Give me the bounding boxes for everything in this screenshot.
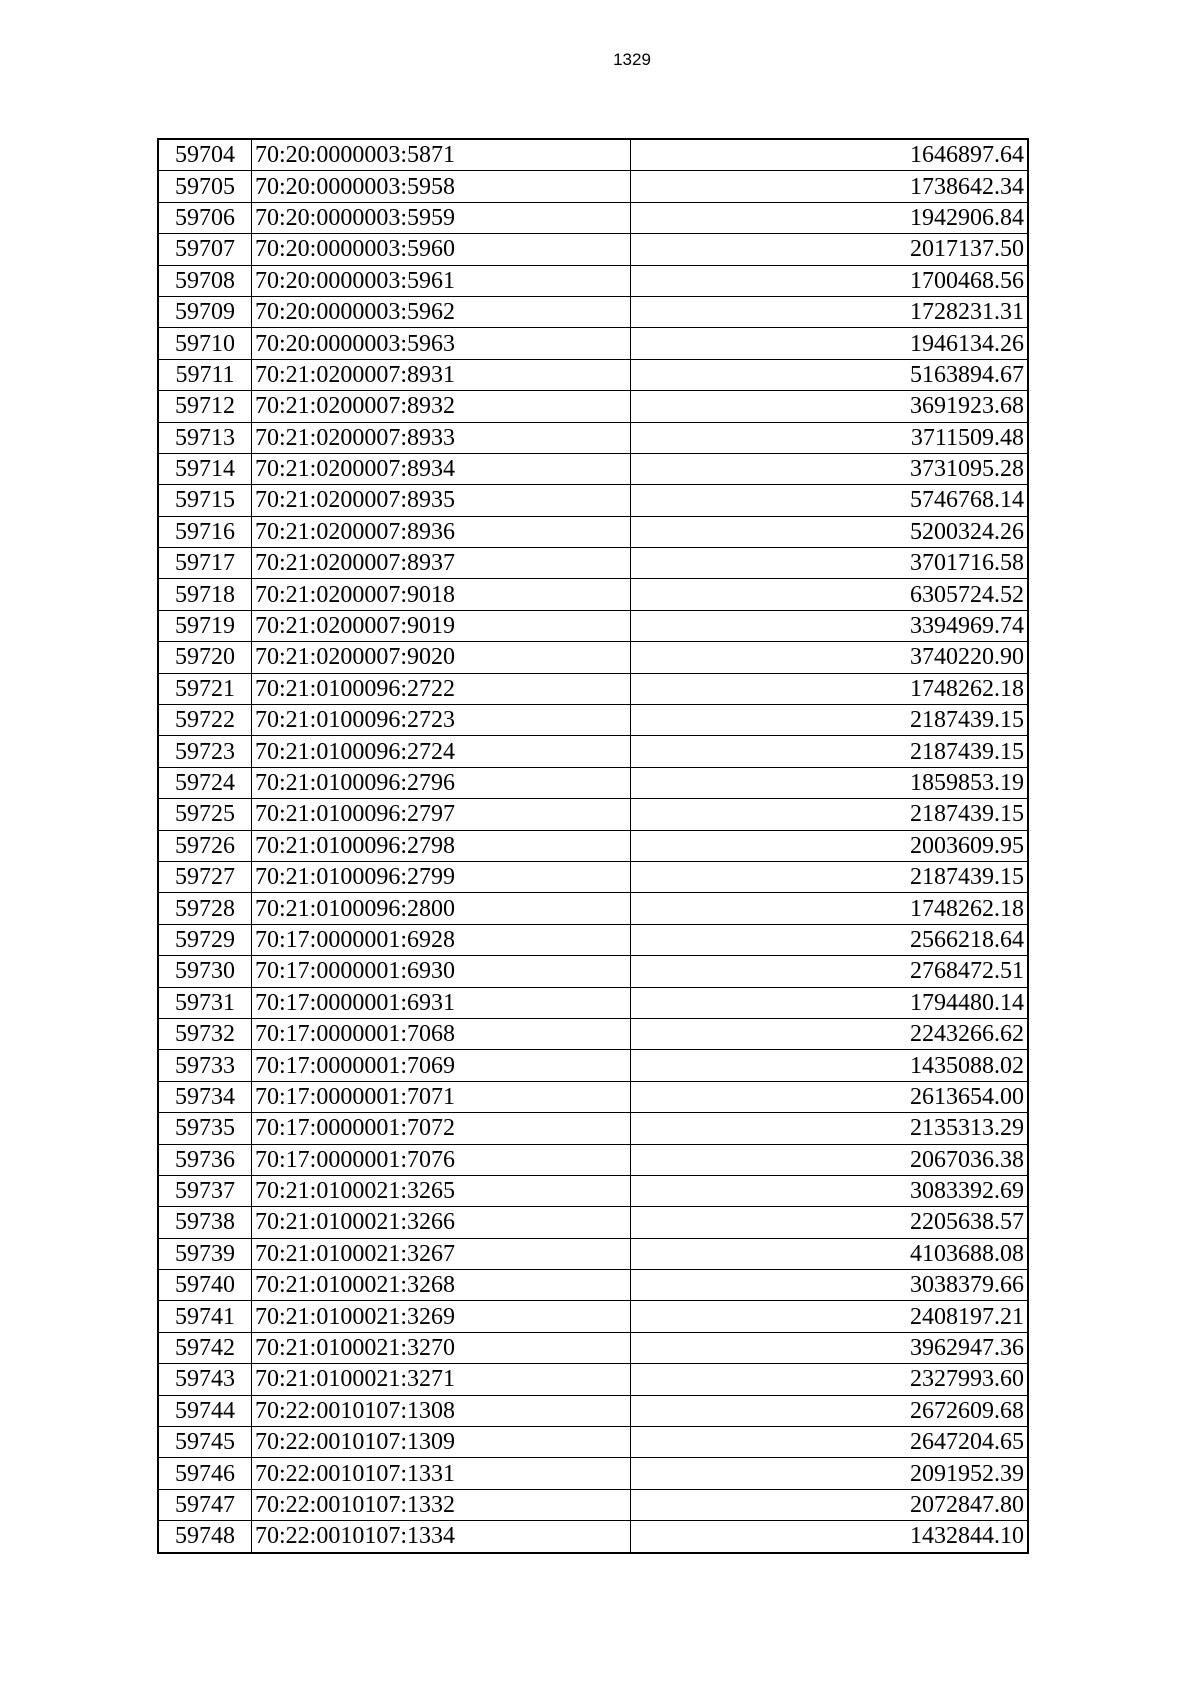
row-number-cell: 59739 — [158, 1238, 252, 1269]
row-number-cell: 59737 — [158, 1175, 252, 1206]
cadastral-number-cell: 70:21:0100096:2799 — [252, 861, 631, 892]
row-number-cell: 59710 — [158, 328, 252, 359]
cadastral-value-cell: 3038379.66 — [631, 1270, 1029, 1301]
cadastral-number-cell: 70:21:0200007:8935 — [252, 485, 631, 516]
table-row — [158, 893, 1028, 924]
cadastral-number-cell: 70:20:0000003:5963 — [252, 328, 631, 359]
cadastral-value-cell: 1748262.18 — [631, 893, 1029, 924]
cadastral-value-cell: 2017137.50 — [631, 234, 1029, 265]
row-number-cell: 59725 — [158, 799, 252, 830]
cadastral-number-cell: 70:17:0000001:7072 — [252, 1113, 631, 1144]
cadastral-value-cell: 2067036.38 — [631, 1144, 1029, 1175]
row-number-cell: 59744 — [158, 1395, 252, 1426]
table-row — [158, 1427, 1028, 1458]
cadastral-number-cell: 70:21:0100096:2796 — [252, 767, 631, 798]
table-row — [158, 1301, 1028, 1332]
row-number-cell: 59727 — [158, 861, 252, 892]
table-row — [158, 705, 1028, 736]
table-row — [158, 139, 1028, 171]
cadastral-value-cell: 3394969.74 — [631, 610, 1029, 641]
row-number-cell: 59746 — [158, 1458, 252, 1489]
row-number-cell: 59741 — [158, 1301, 252, 1332]
row-number-cell: 59705 — [158, 171, 252, 202]
table-row — [158, 359, 1028, 390]
cadastral-number-cell: 70:20:0000003:5960 — [252, 234, 631, 265]
cadastral-value-cell: 3740220.90 — [631, 642, 1029, 673]
cadastral-value-cell: 3962947.36 — [631, 1332, 1029, 1363]
table-row — [158, 1175, 1028, 1206]
cadastral-value-cell: 1728231.31 — [631, 296, 1029, 327]
cadastral-value-cell: 2187439.15 — [631, 799, 1029, 830]
cadastral-value-cell: 2135313.29 — [631, 1113, 1029, 1144]
row-number-cell: 59735 — [158, 1113, 252, 1144]
row-number-cell: 59723 — [158, 736, 252, 767]
row-number-cell: 59720 — [158, 642, 252, 673]
table-row — [158, 767, 1028, 798]
cadastral-number-cell: 70:21:0200007:8933 — [252, 422, 631, 453]
row-number-cell: 59706 — [158, 202, 252, 233]
cadastral-value-cell: 2672609.68 — [631, 1395, 1029, 1426]
table-row — [158, 391, 1028, 422]
cadastral-value-cell: 2187439.15 — [631, 705, 1029, 736]
cadastral-value-cell: 2408197.21 — [631, 1301, 1029, 1332]
cadastral-value-cell: 6305724.52 — [631, 579, 1029, 610]
table-row — [158, 1521, 1028, 1553]
cadastral-value-cell: 2768472.51 — [631, 956, 1029, 987]
cadastral-number-cell: 70:21:0200007:9020 — [252, 642, 631, 673]
cadastral-number-cell: 70:21:0100021:3271 — [252, 1364, 631, 1395]
cadastral-number-cell: 70:17:0000001:7068 — [252, 1018, 631, 1049]
cadastral-value-cell: 2187439.15 — [631, 736, 1029, 767]
cadastral-value-cell: 1946134.26 — [631, 328, 1029, 359]
table-row — [158, 1238, 1028, 1269]
cadastral-value-cell: 3701716.58 — [631, 548, 1029, 579]
table-row — [158, 453, 1028, 484]
cadastral-value-cell: 3731095.28 — [631, 453, 1029, 484]
cadastral-number-cell: 70:22:0010107:1334 — [252, 1521, 631, 1553]
table-row — [158, 1018, 1028, 1049]
cadastral-number-cell: 70:21:0200007:8937 — [252, 548, 631, 579]
cadastral-number-cell: 70:22:0010107:1332 — [252, 1489, 631, 1520]
cadastral-number-cell: 70:21:0200007:8932 — [252, 391, 631, 422]
table-row — [158, 924, 1028, 955]
cadastral-value-cell: 2566218.64 — [631, 924, 1029, 955]
cadastral-value-cell: 2091952.39 — [631, 1458, 1029, 1489]
table-row — [158, 1458, 1028, 1489]
cadastral-number-cell: 70:21:0100096:2724 — [252, 736, 631, 767]
row-number-cell: 59734 — [158, 1081, 252, 1112]
table-row — [158, 1050, 1028, 1081]
table-body — [158, 139, 1028, 1553]
cadastral-value-cell: 2187439.15 — [631, 861, 1029, 892]
cadastral-value-cell: 3083392.69 — [631, 1175, 1029, 1206]
row-number-cell: 59726 — [158, 830, 252, 861]
row-number-cell: 59732 — [158, 1018, 252, 1049]
cadastral-value-cell: 5746768.14 — [631, 485, 1029, 516]
cadastral-number-cell: 70:22:0010107:1309 — [252, 1427, 631, 1458]
table-row — [158, 1332, 1028, 1363]
cadastral-value-cell: 2647204.65 — [631, 1427, 1029, 1458]
table-row — [158, 1144, 1028, 1175]
row-number-cell: 59708 — [158, 265, 252, 296]
cadastral-number-cell: 70:21:0200007:9019 — [252, 610, 631, 641]
cadastral-number-cell: 70:21:0100021:3270 — [252, 1332, 631, 1363]
table-row — [158, 1270, 1028, 1301]
cadastral-value-cell: 2205638.57 — [631, 1207, 1029, 1238]
cadastral-number-cell: 70:21:0200007:8936 — [252, 516, 631, 547]
cadastral-number-cell: 70:21:0100096:2798 — [252, 830, 631, 861]
cadastral-number-cell: 70:20:0000003:5871 — [252, 139, 631, 171]
cadastral-value-cell: 1748262.18 — [631, 673, 1029, 704]
row-number-cell: 59718 — [158, 579, 252, 610]
row-number-cell: 59707 — [158, 234, 252, 265]
table-row — [158, 610, 1028, 641]
row-number-cell: 59742 — [158, 1332, 252, 1363]
cadastral-number-cell: 70:21:0100021:3268 — [252, 1270, 631, 1301]
cadastral-number-cell: 70:21:0200007:9018 — [252, 579, 631, 610]
row-number-cell: 59747 — [158, 1489, 252, 1520]
cadastral-value-cell: 1738642.34 — [631, 171, 1029, 202]
page-number: 1329 — [613, 50, 651, 69]
row-number-cell: 59729 — [158, 924, 252, 955]
table-row — [158, 422, 1028, 453]
row-number-cell: 59730 — [158, 956, 252, 987]
table-row — [158, 548, 1028, 579]
cadastral-number-cell: 70:21:0100021:3267 — [252, 1238, 631, 1269]
table-row — [158, 799, 1028, 830]
cadastral-number-cell: 70:17:0000001:7076 — [252, 1144, 631, 1175]
table-row — [158, 956, 1028, 987]
table-row — [158, 485, 1028, 516]
row-number-cell: 59719 — [158, 610, 252, 641]
cadastral-value-cell: 5163894.67 — [631, 359, 1029, 390]
row-number-cell: 59721 — [158, 673, 252, 704]
cadastral-number-cell: 70:21:0100096:2800 — [252, 893, 631, 924]
cadastral-number-cell: 70:21:0100021:3269 — [252, 1301, 631, 1332]
row-number-cell: 59716 — [158, 516, 252, 547]
cadastral-number-cell: 70:21:0100096:2723 — [252, 705, 631, 736]
cadastral-value-cell: 2072847.80 — [631, 1489, 1029, 1520]
row-number-cell: 59717 — [158, 548, 252, 579]
cadastral-value-cell: 1859853.19 — [631, 767, 1029, 798]
row-number-cell: 59745 — [158, 1427, 252, 1458]
row-number-cell: 59728 — [158, 893, 252, 924]
cadastral-value-cell: 1646897.64 — [631, 139, 1029, 171]
cadastral-value-cell: 2003609.95 — [631, 830, 1029, 861]
cadastral-value-cell: 2243266.62 — [631, 1018, 1029, 1049]
cadastral-number-cell: 70:21:0100021:3265 — [252, 1175, 631, 1206]
cadastral-number-cell: 70:21:0100096:2797 — [252, 799, 631, 830]
row-number-cell: 59733 — [158, 1050, 252, 1081]
cadastral-number-cell: 70:17:0000001:6928 — [252, 924, 631, 955]
row-number-cell: 59709 — [158, 296, 252, 327]
cadastral-number-cell: 70:17:0000001:7071 — [252, 1081, 631, 1112]
row-number-cell: 59740 — [158, 1270, 252, 1301]
row-number-cell: 59715 — [158, 485, 252, 516]
table-row — [158, 1395, 1028, 1426]
cadastral-value-cell: 1435088.02 — [631, 1050, 1029, 1081]
table-row — [158, 1364, 1028, 1395]
cadastral-number-cell: 70:22:0010107:1331 — [252, 1458, 631, 1489]
table-row — [158, 673, 1028, 704]
table-row — [158, 1207, 1028, 1238]
row-number-cell: 59704 — [158, 139, 252, 171]
cadastral-value-cell: 1700468.56 — [631, 265, 1029, 296]
cadastral-number-cell: 70:21:0200007:8931 — [252, 359, 631, 390]
table-row — [158, 516, 1028, 547]
cadastral-number-cell: 70:20:0000003:5961 — [252, 265, 631, 296]
cadastral-value-cell: 2327993.60 — [631, 1364, 1029, 1395]
cadastral-number-cell: 70:17:0000001:6930 — [252, 956, 631, 987]
cadastral-number-cell: 70:20:0000003:5962 — [252, 296, 631, 327]
table-row — [158, 861, 1028, 892]
table-row — [158, 296, 1028, 327]
cadastral-value-cell: 1432844.10 — [631, 1521, 1029, 1553]
table-row — [158, 234, 1028, 265]
table-row — [158, 736, 1028, 767]
cadastral-number-cell: 70:20:0000003:5959 — [252, 202, 631, 233]
row-number-cell: 59738 — [158, 1207, 252, 1238]
row-number-cell: 59731 — [158, 987, 252, 1018]
table-row — [158, 265, 1028, 296]
cadastral-value-cell: 3711509.48 — [631, 422, 1029, 453]
table-row — [158, 987, 1028, 1018]
cadastral-value-cell: 1794480.14 — [631, 987, 1029, 1018]
row-number-cell: 59743 — [158, 1364, 252, 1395]
table-row — [158, 1113, 1028, 1144]
table-row — [158, 830, 1028, 861]
row-number-cell: 59712 — [158, 391, 252, 422]
cadastral-number-cell: 70:21:0200007:8934 — [252, 453, 631, 484]
table-row — [158, 328, 1028, 359]
cadastral-value-cell: 2613654.00 — [631, 1081, 1029, 1112]
row-number-cell: 59722 — [158, 705, 252, 736]
cadastral-number-cell: 70:17:0000001:7069 — [252, 1050, 631, 1081]
cadastral-number-cell: 70:20:0000003:5958 — [252, 171, 631, 202]
cadastral-value-cell: 4103688.08 — [631, 1238, 1029, 1269]
row-number-cell: 59748 — [158, 1521, 252, 1553]
row-number-cell: 59714 — [158, 453, 252, 484]
cadastral-number-cell: 70:21:0100096:2722 — [252, 673, 631, 704]
table-row — [158, 1489, 1028, 1520]
table-row — [158, 171, 1028, 202]
cadastral-number-cell: 70:17:0000001:6931 — [252, 987, 631, 1018]
table-row — [158, 642, 1028, 673]
cadastral-value-cell: 1942906.84 — [631, 202, 1029, 233]
row-number-cell: 59736 — [158, 1144, 252, 1175]
table-row — [158, 202, 1028, 233]
table-row — [158, 1081, 1028, 1112]
cadastral-number-cell: 70:21:0100021:3266 — [252, 1207, 631, 1238]
cadastral-value-table — [157, 138, 1029, 1554]
row-number-cell: 59711 — [158, 359, 252, 390]
row-number-cell: 59724 — [158, 767, 252, 798]
table-row — [158, 579, 1028, 610]
cadastral-value-cell: 5200324.26 — [631, 516, 1029, 547]
cadastral-value-cell: 3691923.68 — [631, 391, 1029, 422]
cadastral-number-cell: 70:22:0010107:1308 — [252, 1395, 631, 1426]
row-number-cell: 59713 — [158, 422, 252, 453]
